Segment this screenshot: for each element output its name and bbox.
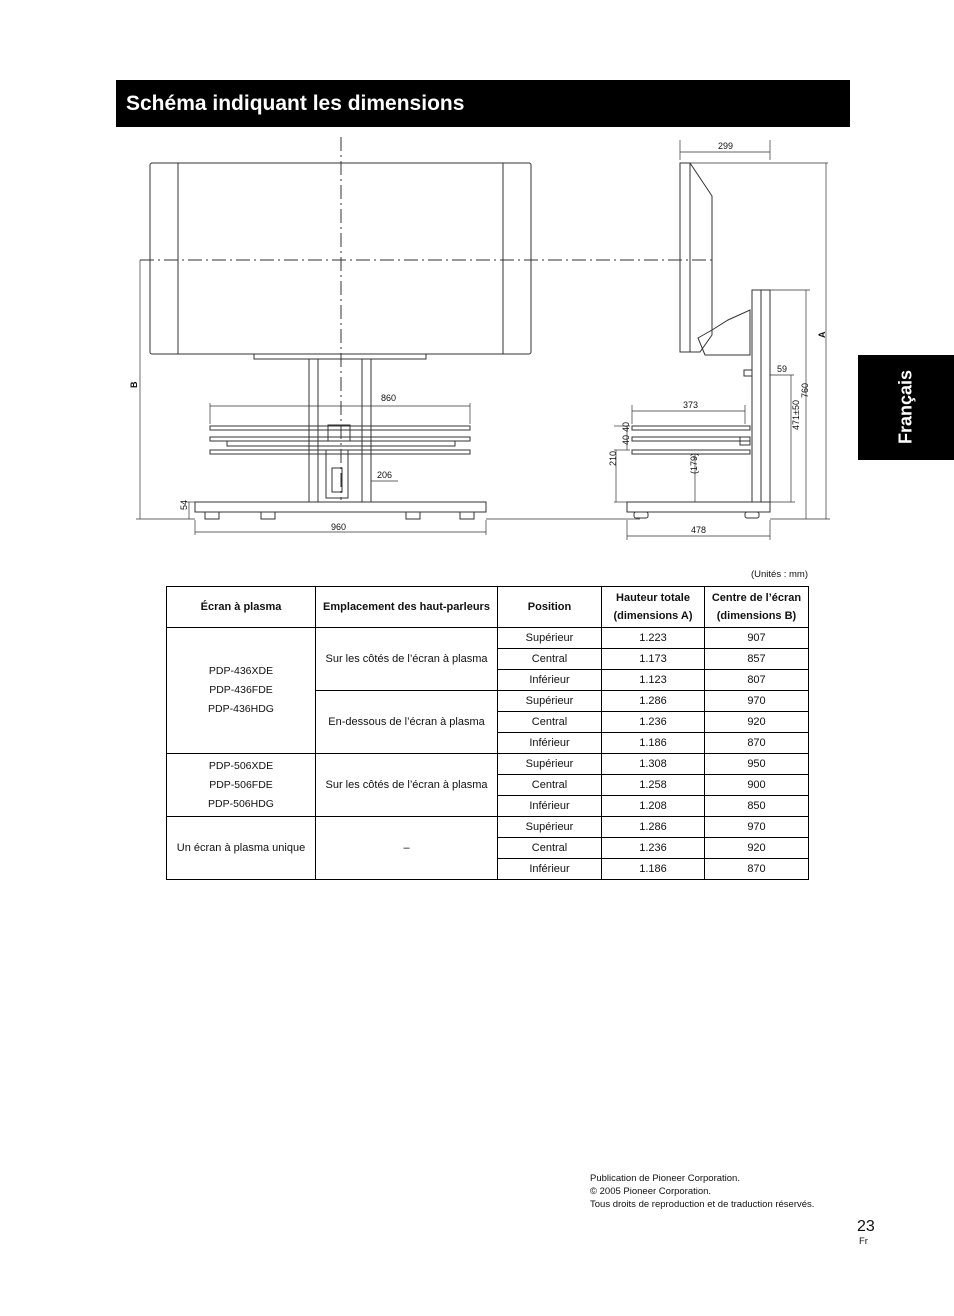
height-cell: 1.223 <box>602 628 705 649</box>
center-cell: 900 <box>705 775 809 796</box>
model-cell: PDP-506XDE PDP-506FDE PDP-506HDG <box>167 754 316 817</box>
height-cell: 1.258 <box>602 775 705 796</box>
position-cell: Supérieur <box>498 691 602 712</box>
page-title: Schéma indiquant les dimensions <box>116 80 850 127</box>
placement-cell: Sur les côtés de l’écran à plasma <box>316 754 498 817</box>
table-header-row <box>167 587 809 628</box>
center-cell: 870 <box>705 733 809 754</box>
height-cell: 1.186 <box>602 733 705 754</box>
dim-54: 54 <box>179 499 189 510</box>
center-cell: 920 <box>705 838 809 859</box>
dim-40-lower: 40 <box>621 434 631 445</box>
model-cell: Un écran à plasma unique <box>167 817 316 880</box>
dim-860: 860 <box>381 393 397 403</box>
side-base <box>627 502 770 512</box>
dim-40-upper: 40 <box>621 421 631 432</box>
dim-179: (179) <box>689 452 699 474</box>
footer-line: Publication de Pioneer Corporation. <box>590 1173 740 1184</box>
dim-760: 760 <box>800 382 810 398</box>
dimensions-table <box>166 586 809 880</box>
position-cell: Supérieur <box>498 817 602 838</box>
dim-206: 206 <box>377 470 393 480</box>
page-number: 23 <box>857 1218 875 1235</box>
position-cell: Central <box>498 649 602 670</box>
height-cell: 1.308 <box>602 754 705 775</box>
dimension-diagram <box>0 0 954 560</box>
position-cell: Central <box>498 712 602 733</box>
height-cell: 1.236 <box>602 712 705 733</box>
units-note: (Unités : mm) <box>751 569 808 580</box>
center-cell: 970 <box>705 817 809 838</box>
center-cell: 857 <box>705 649 809 670</box>
placement-cell: – <box>316 817 498 880</box>
height-cell: 1.286 <box>602 817 705 838</box>
page-language-code: Fr <box>859 1236 868 1247</box>
side-screen-profile <box>680 163 712 352</box>
height-cell: 1.186 <box>602 859 705 880</box>
dim-59: 59 <box>777 364 788 374</box>
footer-line: Tous droits de reproduction et de traduction réservés. <box>590 1199 815 1210</box>
placement-cell: En-dessous de l’écran à plasma <box>316 691 498 754</box>
position-cell: Inférieur <box>498 670 602 691</box>
footer-line: © 2005 Pioneer Corporation. <box>590 1186 712 1197</box>
position-cell: Inférieur <box>498 733 602 754</box>
dim-478: 478 <box>691 525 707 535</box>
position-cell: Supérieur <box>498 628 602 649</box>
height-cell: 1.236 <box>602 838 705 859</box>
table-row <box>167 628 809 649</box>
publisher-footer <box>590 1172 814 1211</box>
dim-373: 373 <box>683 400 699 410</box>
position-cell: Central <box>498 775 602 796</box>
center-cell: 970 <box>705 691 809 712</box>
position-cell: Inférieur <box>498 796 602 817</box>
position-cell: Central <box>498 838 602 859</box>
center-cell: 907 <box>705 628 809 649</box>
center-cell: 950 <box>705 754 809 775</box>
table-row <box>167 754 809 775</box>
header-position: Position <box>498 587 602 628</box>
language-tab-label: Français <box>895 369 916 445</box>
dim-471: 471±50 <box>791 400 801 430</box>
placement-cell: Sur les côtés de l’écran à plasma <box>316 628 498 691</box>
front-shelf-top <box>210 426 470 430</box>
height-cell: 1.173 <box>602 649 705 670</box>
dim-B: B <box>129 381 139 388</box>
position-cell: Inférieur <box>498 859 602 880</box>
table-row <box>167 817 809 838</box>
height-cell: 1.286 <box>602 691 705 712</box>
height-cell: 1.123 <box>602 670 705 691</box>
model-cell: PDP-436XDE PDP-436FDE PDP-436HDG <box>167 628 316 754</box>
dim-960: 960 <box>331 522 347 532</box>
position-cell: Supérieur <box>498 754 602 775</box>
header-speakers: Emplacement des haut-parleurs <box>316 587 498 628</box>
dim-299: 299 <box>718 141 734 151</box>
header-height: Hauteur totale (dimensions A) <box>602 587 705 628</box>
dim-A: A <box>817 331 827 338</box>
header-screen: Écran à plasma <box>167 587 316 628</box>
center-cell: 850 <box>705 796 809 817</box>
center-cell: 870 <box>705 859 809 880</box>
front-base <box>195 502 486 512</box>
height-cell: 1.208 <box>602 796 705 817</box>
center-cell: 920 <box>705 712 809 733</box>
dim-210: 210 <box>608 450 618 466</box>
center-cell: 807 <box>705 670 809 691</box>
header-center: Centre de l’écran (dimensions B) <box>705 587 809 628</box>
